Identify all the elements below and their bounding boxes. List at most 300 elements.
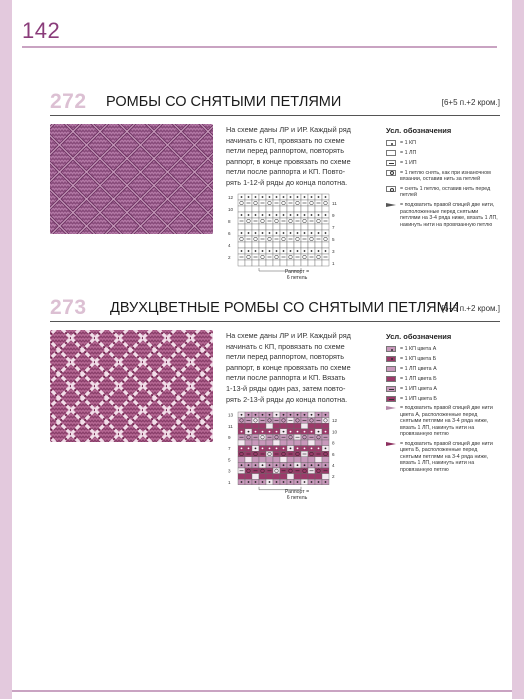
chart-stitch-mark (241, 448, 243, 450)
chart-cell (301, 218, 308, 224)
chart-stitch-mark (269, 232, 271, 234)
chart-stitch-mark (297, 232, 299, 234)
slip-stitch-front-symbol-icon (386, 186, 396, 192)
chart-cell (280, 260, 287, 266)
header-divider (22, 46, 497, 48)
chart-stitch-mark (262, 196, 264, 198)
legend-item (386, 366, 498, 372)
description-line: рять 2-13-й ряды до конца полотна. (226, 394, 348, 404)
chart-cell (308, 474, 315, 480)
chart-stitch-mark (318, 214, 320, 216)
chart-cell (252, 224, 259, 230)
chart-cell (287, 206, 294, 212)
chart-cell (280, 457, 287, 463)
chart-stitch-mark (304, 232, 306, 234)
row-number-label: 3 (228, 468, 231, 474)
chart-stitch-mark (262, 232, 264, 234)
chart-cell (252, 440, 259, 446)
legend-title: Усл. обозначения (386, 126, 452, 135)
description-line: петли перед раппортом, повторять (226, 146, 345, 156)
legend-text: = 1 ЛП цвета А (400, 365, 437, 372)
chart-grid (226, 191, 351, 281)
chart-cell (259, 254, 266, 260)
row-number-label: 8 (228, 219, 231, 224)
legend-text: = подхватить правой спицей две нити цвета А, расположенные перед снятыми петлями на 3-4 ряда ниже, вязать 1 ЛП, накинуть нити на провязанную петлю (400, 405, 493, 438)
chart-stitch-mark (241, 431, 243, 433)
chart-stitch-mark (241, 196, 243, 198)
legend-item (386, 376, 498, 382)
row-number-label: 2 (228, 255, 231, 260)
row-number-label: 10 (228, 207, 234, 212)
chart-stitch-mark (290, 250, 292, 252)
pattern-description (226, 125, 366, 189)
row-number-label: 1 (228, 479, 231, 485)
chart-cell (322, 224, 329, 230)
chart-cell (238, 242, 245, 248)
legend-text: = 1 ИП цвета Б (400, 395, 437, 402)
chart-cell (301, 474, 308, 480)
chart-stitch-mark (304, 448, 306, 450)
chart-stitch-mark (248, 448, 250, 450)
chart-cell (322, 236, 329, 242)
chart-cell (273, 260, 280, 266)
chart-stitch-mark (311, 214, 313, 216)
chart-cell (273, 224, 280, 230)
description-line: начинать с КП, провязать по схеме (226, 341, 345, 351)
chart-cell (294, 440, 301, 446)
chart-cell (287, 218, 294, 224)
legend-text: = 1 КП (400, 140, 416, 146)
legend-item (386, 356, 498, 362)
chart-cell (322, 200, 329, 206)
chart-cell (294, 423, 301, 429)
pattern-title: ДВУХЦВЕТНЫЕ РОМБЫ СО СНЯТЫМИ ПЕТЛЯМИ (110, 300, 460, 316)
chart-stitch-mark (290, 232, 292, 234)
row-number-label: 7 (332, 225, 335, 230)
purl-color-a-symbol-icon (386, 366, 396, 372)
chart-stitch-mark (283, 214, 285, 216)
chart-cell (308, 200, 315, 206)
description-line: начинать с КП, провязать по схеме (226, 135, 345, 145)
legend-item (386, 170, 498, 183)
chart-stitch-mark (283, 250, 285, 252)
chart-cell (238, 474, 245, 480)
chart-stitch-mark (262, 431, 264, 433)
chart-cell (280, 206, 287, 212)
chart-stitch-mark (318, 464, 320, 466)
chart-stitch-mark (255, 214, 257, 216)
legend-item (386, 202, 498, 228)
legend-text: = 1 ЛП цвета Б (400, 375, 437, 382)
chart-stitch-mark (269, 431, 271, 433)
legend-text: = снять 1 петлю, оставив нить перед петлей (400, 186, 491, 199)
chart-stitch-mark (269, 214, 271, 216)
chart-cell (273, 474, 280, 480)
row-number-label: 10 (332, 429, 338, 435)
chart-stitch-mark (297, 448, 299, 450)
chart-cell (245, 224, 252, 230)
chart-cell (259, 218, 266, 224)
description-line: петли после раппорта и КП. Повто- (226, 167, 346, 177)
row-number-label: 11 (332, 201, 337, 206)
row-number-label: 11 (228, 423, 233, 429)
chart-stitch-mark (297, 214, 299, 216)
chart-cell (308, 440, 315, 446)
pick-up-strands-color-a-arrow-icon (386, 405, 396, 411)
purl-color-b-symbol-icon (386, 376, 396, 382)
chart-stitch-mark (269, 481, 271, 483)
chart-cell (273, 218, 280, 224)
chart-stitch-mark (269, 414, 271, 416)
chart-stitch-mark (304, 214, 306, 216)
chart-stitch-mark (255, 464, 257, 466)
chart-stitch-mark (248, 232, 250, 234)
legend-text: = 1 ИП (400, 159, 417, 166)
chart-stitch-mark (255, 448, 257, 450)
repeat-note (277, 489, 317, 501)
knit-color-b-symbol-icon (386, 356, 396, 362)
chart-stitch-mark (248, 414, 250, 416)
chart-stitch-mark (241, 214, 243, 216)
chart-cell (308, 242, 315, 248)
chart-cell (280, 200, 287, 206)
row-number-label: 12 (332, 418, 338, 424)
chart-cell (238, 457, 245, 463)
chart-cell (322, 474, 329, 480)
row-number-label: 9 (228, 435, 231, 440)
chart-stitch-mark (255, 232, 257, 234)
chart-stitch-mark (311, 431, 313, 433)
chart-stitch-mark (262, 250, 264, 252)
chart-cell (280, 224, 287, 230)
section-header (50, 296, 500, 321)
chart-stitch-mark (297, 196, 299, 198)
footer-divider (12, 690, 512, 692)
chart-cell (266, 440, 273, 446)
chart-cell (273, 457, 280, 463)
row-number-label: 3 (332, 249, 335, 254)
chart-cell (238, 206, 245, 212)
description-line: 1-13-й ряды один раз, затем повто- (226, 383, 346, 393)
chart-cell (259, 474, 266, 480)
chart-cell (315, 218, 322, 224)
chart-stitch-mark (325, 232, 327, 234)
chart-stitch-mark (276, 431, 278, 433)
chart-grid (226, 409, 351, 499)
chart-stitch-mark (311, 414, 313, 416)
chart-stitch-mark (248, 214, 250, 216)
chart-cell (287, 474, 294, 480)
chart-cell (315, 260, 322, 266)
chart-cell (273, 423, 280, 429)
chart-cell (322, 457, 329, 463)
chart-stitch-mark (311, 481, 313, 483)
description-line: На схеме даны ЛР и ИР. Каждый ряд (226, 331, 351, 340)
chart-cell (322, 260, 329, 266)
chart-cell (315, 457, 322, 463)
wrong-side-color-b-symbol-icon (386, 396, 396, 402)
row-number-label: 5 (228, 457, 231, 463)
chart-stitch-mark (304, 464, 306, 466)
chart-cell (301, 423, 308, 429)
chart-cell (252, 236, 259, 242)
chart-stitch-mark (248, 250, 250, 252)
chart-cell (273, 206, 280, 212)
row-number-label: 13 (228, 412, 234, 418)
chart-cell (287, 254, 294, 260)
chart-stitch-mark (290, 214, 292, 216)
chart-stitch-mark (241, 464, 243, 466)
chart-stitch-mark (311, 232, 313, 234)
chart-cell (273, 254, 280, 260)
chart-cell (238, 236, 245, 242)
chart-stitch-mark (304, 414, 306, 416)
chart-cell (287, 457, 294, 463)
chart-legend (386, 332, 498, 477)
chart-stitch-mark (262, 464, 264, 466)
chart-cell (301, 260, 308, 266)
chart-cell (294, 242, 301, 248)
chart-stitch-mark (248, 481, 250, 483)
knit-swatch-photo (50, 124, 213, 234)
chart-stitch-mark (269, 464, 271, 466)
chart-stitch-mark (283, 196, 285, 198)
row-number-label: 8 (332, 440, 335, 446)
row-number-label: 9 (332, 213, 335, 218)
chart-cell (238, 224, 245, 230)
chart-stitch-mark (276, 214, 278, 216)
chart-cell (266, 242, 273, 248)
chart-cell (308, 236, 315, 242)
pattern-description (226, 331, 366, 405)
row-number-label: 7 (228, 446, 231, 452)
knitting-chart (226, 191, 351, 281)
chart-stitch-mark (262, 214, 264, 216)
row-number-label: 12 (228, 195, 234, 200)
chart-stitch-mark (311, 448, 313, 450)
chart-cell (294, 236, 301, 242)
row-number-label: 5 (332, 237, 335, 242)
legend-text: = 1 КП цвета Б (400, 355, 437, 362)
chart-stitch-mark (241, 481, 243, 483)
pick-up-strands-arrow-icon (386, 202, 396, 208)
chart-stitch-mark (311, 250, 313, 252)
row-number-label: 6 (332, 451, 335, 457)
chart-cell (238, 260, 245, 266)
chart-stitch-mark (248, 431, 250, 433)
chart-stitch-mark (255, 431, 257, 433)
chart-stitch-mark (297, 250, 299, 252)
chart-stitch-mark (304, 250, 306, 252)
pattern-number: 272 (50, 90, 87, 113)
chart-stitch-mark (283, 431, 285, 433)
chart-legend (386, 126, 498, 231)
legend-item (386, 386, 498, 392)
chart-cell (259, 457, 266, 463)
chart-cell (308, 206, 315, 212)
description-line: раппорт, в конце провязать по схеме (226, 362, 351, 372)
chart-cell (287, 423, 294, 429)
chart-cell (266, 457, 273, 463)
chart-stitch-mark (276, 250, 278, 252)
legend-item (386, 396, 498, 402)
chart-stitch-mark (241, 250, 243, 252)
chart-stitch-mark (318, 448, 320, 450)
chart-cell (245, 206, 252, 212)
chart-stitch-mark (290, 414, 292, 416)
chart-cell (252, 200, 259, 206)
chart-cell (287, 440, 294, 446)
chart-stitch-mark (318, 232, 320, 234)
chart-stitch-mark (283, 481, 285, 483)
chart-stitch-mark (325, 414, 327, 416)
chart-stitch-mark (290, 448, 292, 450)
section-header (50, 90, 500, 115)
chart-cell (315, 423, 322, 429)
chart-stitch-mark (304, 196, 306, 198)
chart-stitch-mark (276, 464, 278, 466)
chart-cell (294, 206, 301, 212)
chart-stitch-mark (318, 431, 320, 433)
chart-cell (301, 206, 308, 212)
chart-cell (245, 254, 252, 260)
chart-cell (266, 200, 273, 206)
legend-item (386, 160, 498, 166)
knitting-chart (226, 409, 351, 499)
row-number-label: 1 (332, 261, 335, 266)
row-number-label: 6 (228, 231, 231, 236)
chart-stitch-mark (269, 448, 271, 450)
chart-stitch-mark (325, 481, 327, 483)
chart-stitch-mark (325, 448, 327, 450)
stitch-count: [6+5 п.+2 кром.] (441, 98, 500, 107)
legend-item (386, 186, 498, 199)
legend-text: = 1 ИП цвета А (400, 385, 437, 392)
chart-stitch-mark (255, 414, 257, 416)
chart-cell (301, 457, 308, 463)
wrong-side-stitch-symbol-icon (386, 160, 396, 166)
chart-cell (280, 440, 287, 446)
chart-cell (308, 224, 315, 230)
chart-stitch-mark (255, 481, 257, 483)
chart-stitch-mark (283, 414, 285, 416)
chart-cell (280, 423, 287, 429)
chart-cell (245, 260, 252, 266)
chart-stitch-mark (290, 464, 292, 466)
chart-cell (315, 224, 322, 230)
chart-cell (259, 242, 266, 248)
chart-cell (315, 440, 322, 446)
chart-cell (315, 254, 322, 260)
legend-item (386, 346, 498, 352)
chart-cell (245, 440, 252, 446)
legend-item (386, 140, 498, 146)
chart-cell (308, 423, 315, 429)
chart-cell (238, 440, 245, 446)
chart-stitch-mark (318, 414, 320, 416)
knit-swatch-photo (50, 330, 213, 442)
row-number-label: 2 (332, 474, 335, 480)
row-number-label: 4 (228, 243, 231, 248)
repeat-note (277, 269, 317, 281)
repeat-label: Раппорт = (284, 269, 310, 275)
chart-stitch-mark (276, 481, 278, 483)
chart-stitch-mark (304, 431, 306, 433)
chart-stitch-mark (325, 214, 327, 216)
chart-cell (315, 242, 322, 248)
chart-cell (259, 260, 266, 266)
chart-stitch-mark (255, 250, 257, 252)
chart-cell (245, 474, 252, 480)
chart-cell (287, 260, 294, 266)
chart-cell (252, 260, 259, 266)
pick-up-strands-color-b-arrow-icon (386, 441, 396, 447)
chart-stitch-mark (325, 431, 327, 433)
chart-stitch-mark (276, 232, 278, 234)
chart-cell (266, 260, 273, 266)
chart-stitch-mark (325, 196, 327, 198)
chart-cell (252, 206, 259, 212)
chart-stitch-mark (297, 414, 299, 416)
chart-cell (301, 440, 308, 446)
chart-cell (322, 440, 329, 446)
chart-stitch-mark (262, 448, 264, 450)
chart-cell (294, 474, 301, 480)
description-line: петли перед раппортом, повторять (226, 352, 345, 362)
chart-cell (315, 474, 322, 480)
chart-cell (273, 242, 280, 248)
section-divider (50, 115, 500, 116)
legend-text: = подхватить правой спицей две нити цвета Б, расположенные перед снятыми петлями на 3-4 ряда ниже, вязать 1 ЛП, накинуть нити на провязанную петлю (400, 440, 493, 473)
chart-cell (322, 206, 329, 212)
chart-stitch-mark (276, 196, 278, 198)
legend-text: = подхватить правой спицей две нити, расположенные перед снятыми петлями на 3-4 ряда ниже, вязать 1 ЛП, накинуть нити на провязанную петлю (400, 202, 498, 228)
chart-cell (245, 242, 252, 248)
chart-stitch-mark (262, 481, 264, 483)
legend-item (386, 405, 498, 437)
chart-cell (259, 224, 266, 230)
chart-stitch-mark (290, 481, 292, 483)
chart-stitch-mark (255, 196, 257, 198)
chart-cell (238, 423, 245, 429)
chart-stitch-mark (283, 464, 285, 466)
chart-stitch-mark (290, 196, 292, 198)
chart-cell (245, 423, 252, 429)
chart-cell (294, 224, 301, 230)
chart-stitch-mark (297, 481, 299, 483)
chart-cell (308, 260, 315, 266)
knit-color-a-symbol-icon (386, 346, 396, 352)
chart-cell (238, 200, 245, 206)
legend-title: Усл. обозначения (386, 332, 452, 341)
chart-cell (266, 206, 273, 212)
chart-stitch-mark (318, 196, 320, 198)
chart-cell (301, 254, 308, 260)
chart-cell (252, 423, 259, 429)
chart-cell (266, 224, 273, 230)
chart-stitch-mark (241, 232, 243, 234)
chart-stitch-mark (311, 196, 313, 198)
knit-stitch-symbol-icon (386, 140, 396, 146)
chart-cell (280, 474, 287, 480)
repeat-label: 6 петель (286, 495, 308, 501)
chart-stitch-mark (276, 448, 278, 450)
chart-cell (294, 200, 301, 206)
chart-stitch-mark (290, 431, 292, 433)
chart-cell (252, 457, 259, 463)
chart-cell (245, 218, 252, 224)
chart-cell (252, 474, 259, 480)
